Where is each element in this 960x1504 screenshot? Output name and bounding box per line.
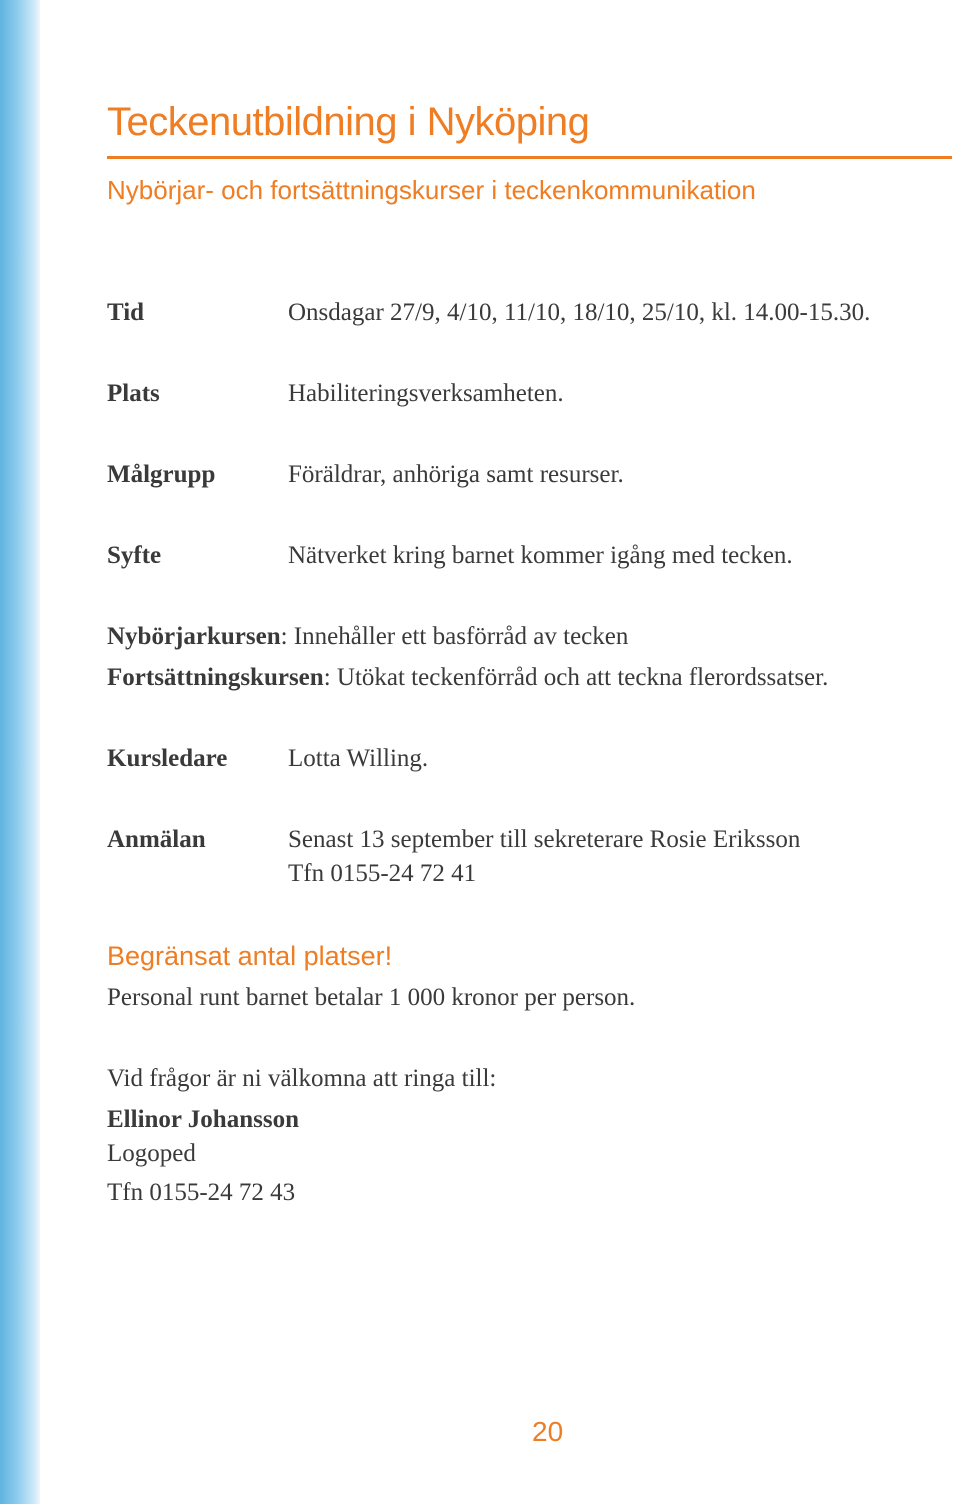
detail-value-kursledare: Lotta Willing. — [288, 745, 429, 772]
detail-label-syfte: Syfte — [107, 542, 162, 569]
page-title: Teckenutbildning i Nyköping — [107, 100, 590, 144]
continuation-course-label: Fortsättningskursen — [107, 664, 324, 691]
limited-places-notice: Begränsat antal platser! — [107, 941, 393, 971]
continuation-course-line — [107, 661, 828, 695]
detail-value-malgrupp: Föräldrar, anhöriga samt resurser. — [288, 461, 624, 488]
title-divider — [107, 156, 952, 159]
beginner-course-line — [107, 620, 628, 654]
detail-value-syfte: Nätverket kring barnet kommer igång med tecken. — [288, 542, 793, 569]
detail-value-tid: Onsdagar 27/9, 4/10, 11/10, 18/10, 25/10, kl. 14.00-15.30. — [288, 299, 871, 326]
beginner-course-text: : Innehåller ett basförråd av tecken — [280, 623, 629, 650]
beginner-course-label: Nybörjarkursen — [107, 623, 281, 650]
side-color-bar — [0, 0, 40, 1504]
detail-value-plats: Habiliteringsverksamheten. — [288, 380, 564, 407]
page-number: 20 — [532, 1416, 564, 1447]
registration-line-2: Tfn 0155-24 72 41 — [288, 860, 477, 887]
continuation-course-text: : Utökat teckenförråd och att teckna flerordssatser. — [323, 664, 829, 691]
detail-label-tid: Tid — [107, 299, 145, 326]
detail-label-anmalan: Anmälan — [107, 826, 206, 853]
detail-label-malgrupp: Målgrupp — [107, 461, 216, 488]
contact-phone: Tfn 0155-24 72 43 — [107, 1179, 296, 1206]
detail-label-kursledare: Kursledare — [107, 745, 228, 772]
contact-intro: Vid frågor är ni välkomna att ringa till: — [107, 1065, 497, 1092]
price-notice: Personal runt barnet betalar 1 000 kronor per person. — [107, 984, 636, 1011]
contact-name: Ellinor Johansson — [107, 1106, 299, 1133]
registration-line-1: Senast 13 september till sekreterare Rosie Eriksson — [288, 826, 801, 853]
page-subtitle: Nybörjar- och fortsättningskurser i teckenkommunikation — [107, 175, 756, 205]
contact-role: Logoped — [107, 1140, 196, 1167]
detail-label-plats: Plats — [107, 380, 160, 407]
